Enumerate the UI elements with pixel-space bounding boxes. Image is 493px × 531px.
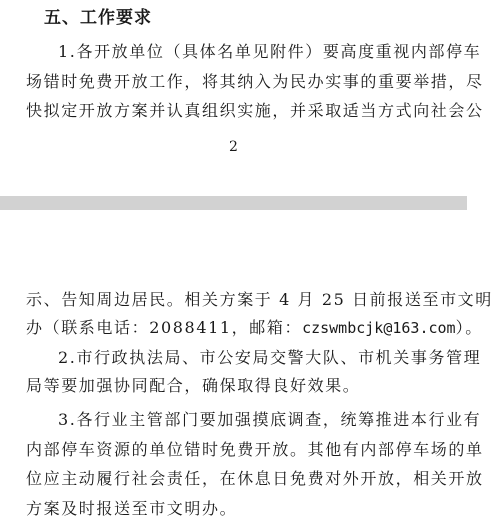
paragraph-1-line-2: 场错时免费开放工作，将其纳入为民办实事的重要举措，尽 [26, 72, 484, 91]
email-link[interactable]: czswmbcjk@163.com [302, 319, 456, 337]
contact-text: 办（联系电话：2088411，邮箱： [26, 318, 303, 337]
paragraph-1-line-3: 快拟定开放方案并认真组织实施，并采取适当方式向社会公 [26, 101, 484, 120]
paragraph-1-line-4: 示、告知周边居民。相关方案于 4 月 25 日前报送至市文明 [26, 290, 493, 309]
document-page-bottom [0, 210, 493, 531]
section-heading: 五、工作要求 [44, 8, 152, 28]
paragraph-3-line-3: 位应主动履行社会责任，在休息日免费对外开放，相关开放 [26, 469, 484, 488]
paragraph-3-line-4: 方案及时报送至市文明办。 [26, 499, 238, 518]
paragraph-3-line-1: 3.各行业主管部门要加强摸底调查，统筹推进本行业有 [58, 410, 482, 429]
document-page-top [0, 0, 484, 196]
paragraph-1-line-5 [26, 318, 483, 338]
paragraph-3-line-2: 内部停车资源的单位错时免费开放。其他有内部停车场的单 [26, 440, 484, 459]
page-number: 2 [229, 139, 238, 155]
contact-text-end: ）。 [455, 318, 483, 337]
page-break-separator [0, 196, 467, 210]
paragraph-2-line-1: 2.市行政执法局、市公安局交警大队、市机关事务管理 [58, 348, 482, 367]
paragraph-1-line-1: 1.各开放单位（具体名单见附件）要高度重视内部停车 [58, 42, 482, 61]
paragraph-2-line-2: 局等要加强协同配合，确保取得良好效果。 [26, 376, 361, 395]
